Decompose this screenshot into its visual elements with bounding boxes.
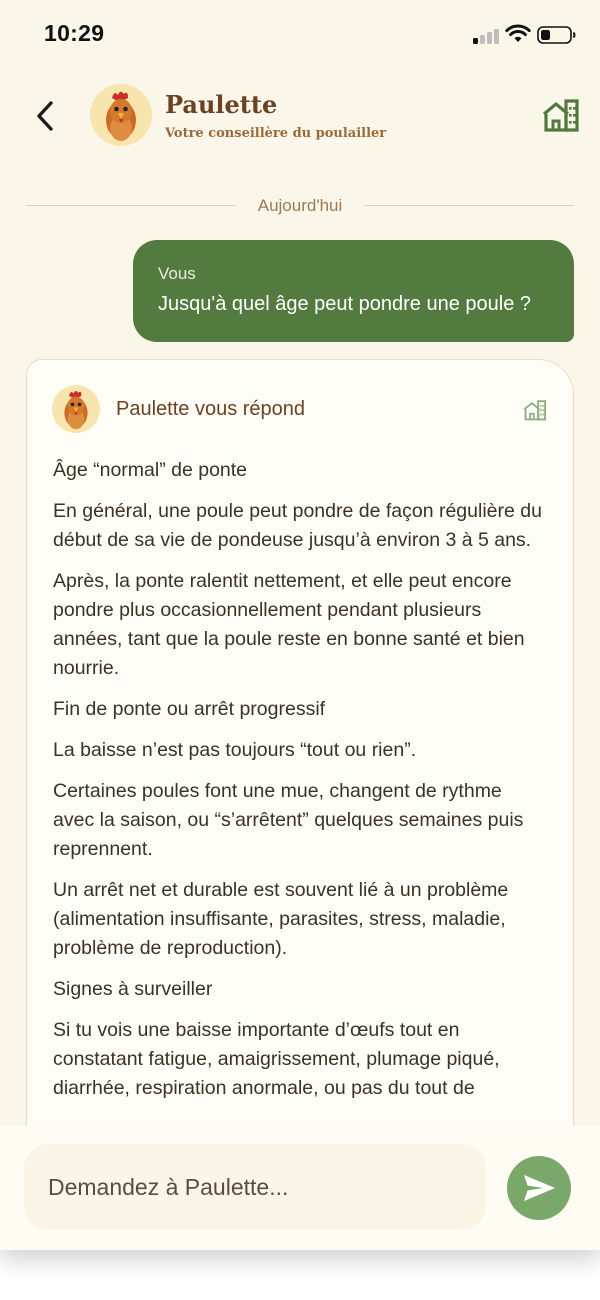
status-time: 10:29 bbox=[44, 20, 105, 46]
answer-paragraph: La baisse n’est pas toujours “tout ou rien”. bbox=[53, 739, 417, 761]
header-title: Paulette bbox=[165, 90, 278, 119]
farm-house-icon[interactable] bbox=[540, 96, 582, 134]
answer-paragraph: En général, une poule peut pondre de façon régulière du début de sa vie de pondeuse jusqu’à environ 3 à 5 ans. bbox=[53, 500, 542, 551]
user-message-text: Jusqu'à quel âge peut pondre une poule ? bbox=[158, 293, 532, 315]
farm-house-icon bbox=[521, 398, 549, 422]
answer-paragraph: Certaines poules font une mue, changent de rythme avec la saison, ou “s’arrêtent” quelques semaines puis reprennent. bbox=[53, 780, 524, 860]
answer-label: Paulette vous répond bbox=[116, 398, 306, 420]
battery-icon bbox=[537, 25, 577, 45]
answer-body bbox=[53, 456, 543, 1115]
divider-line-right bbox=[364, 205, 574, 206]
chat-header bbox=[0, 78, 600, 158]
answer-heading: Âge “normal” de ponte bbox=[53, 459, 248, 481]
assistant-answer-card bbox=[26, 359, 574, 1250]
cellular-signal-icon bbox=[473, 28, 501, 44]
answer-paragraph: Un arrêt net et durable est souvent lié à un problème (alimentation insuffisante, parasites, stress, maladie, problème de reproduction). bbox=[53, 879, 509, 959]
wifi-icon bbox=[505, 24, 531, 44]
user-message-bubble bbox=[133, 240, 574, 342]
answer-paragraph: Si tu vois une baisse importante d’œufs tout en constatant fatigue, amaigrissement, plumage piqué, diarrhée, respiration anormale, ou pas du tout de bbox=[53, 1019, 500, 1099]
date-divider bbox=[26, 192, 574, 218]
answer-heading: Fin de ponte ou arrêt progressif bbox=[53, 698, 326, 720]
user-message-sender: Vous bbox=[158, 264, 196, 283]
answer-heading: Signes à surveiller bbox=[53, 978, 213, 1000]
hen-avatar-small bbox=[52, 385, 100, 433]
hen-avatar bbox=[90, 84, 152, 146]
send-button[interactable] bbox=[507, 1156, 571, 1220]
chevron-left-icon[interactable] bbox=[30, 96, 60, 136]
answer-header bbox=[27, 360, 573, 450]
message-composer bbox=[0, 1126, 600, 1250]
answer-paragraph: Après, la ponte ralentit nettement, et elle peut encore pondre plus occasionnellement pendant plusieurs années, tant que la poule reste en bonne santé et bien nourrie. bbox=[53, 570, 525, 679]
header-subtitle: Votre conseillère du poulailler bbox=[165, 126, 387, 141]
send-icon bbox=[507, 1156, 571, 1220]
date-label: Aujourd'hui bbox=[257, 196, 343, 215]
status-bar bbox=[0, 0, 600, 70]
message-input[interactable] bbox=[24, 1144, 486, 1230]
